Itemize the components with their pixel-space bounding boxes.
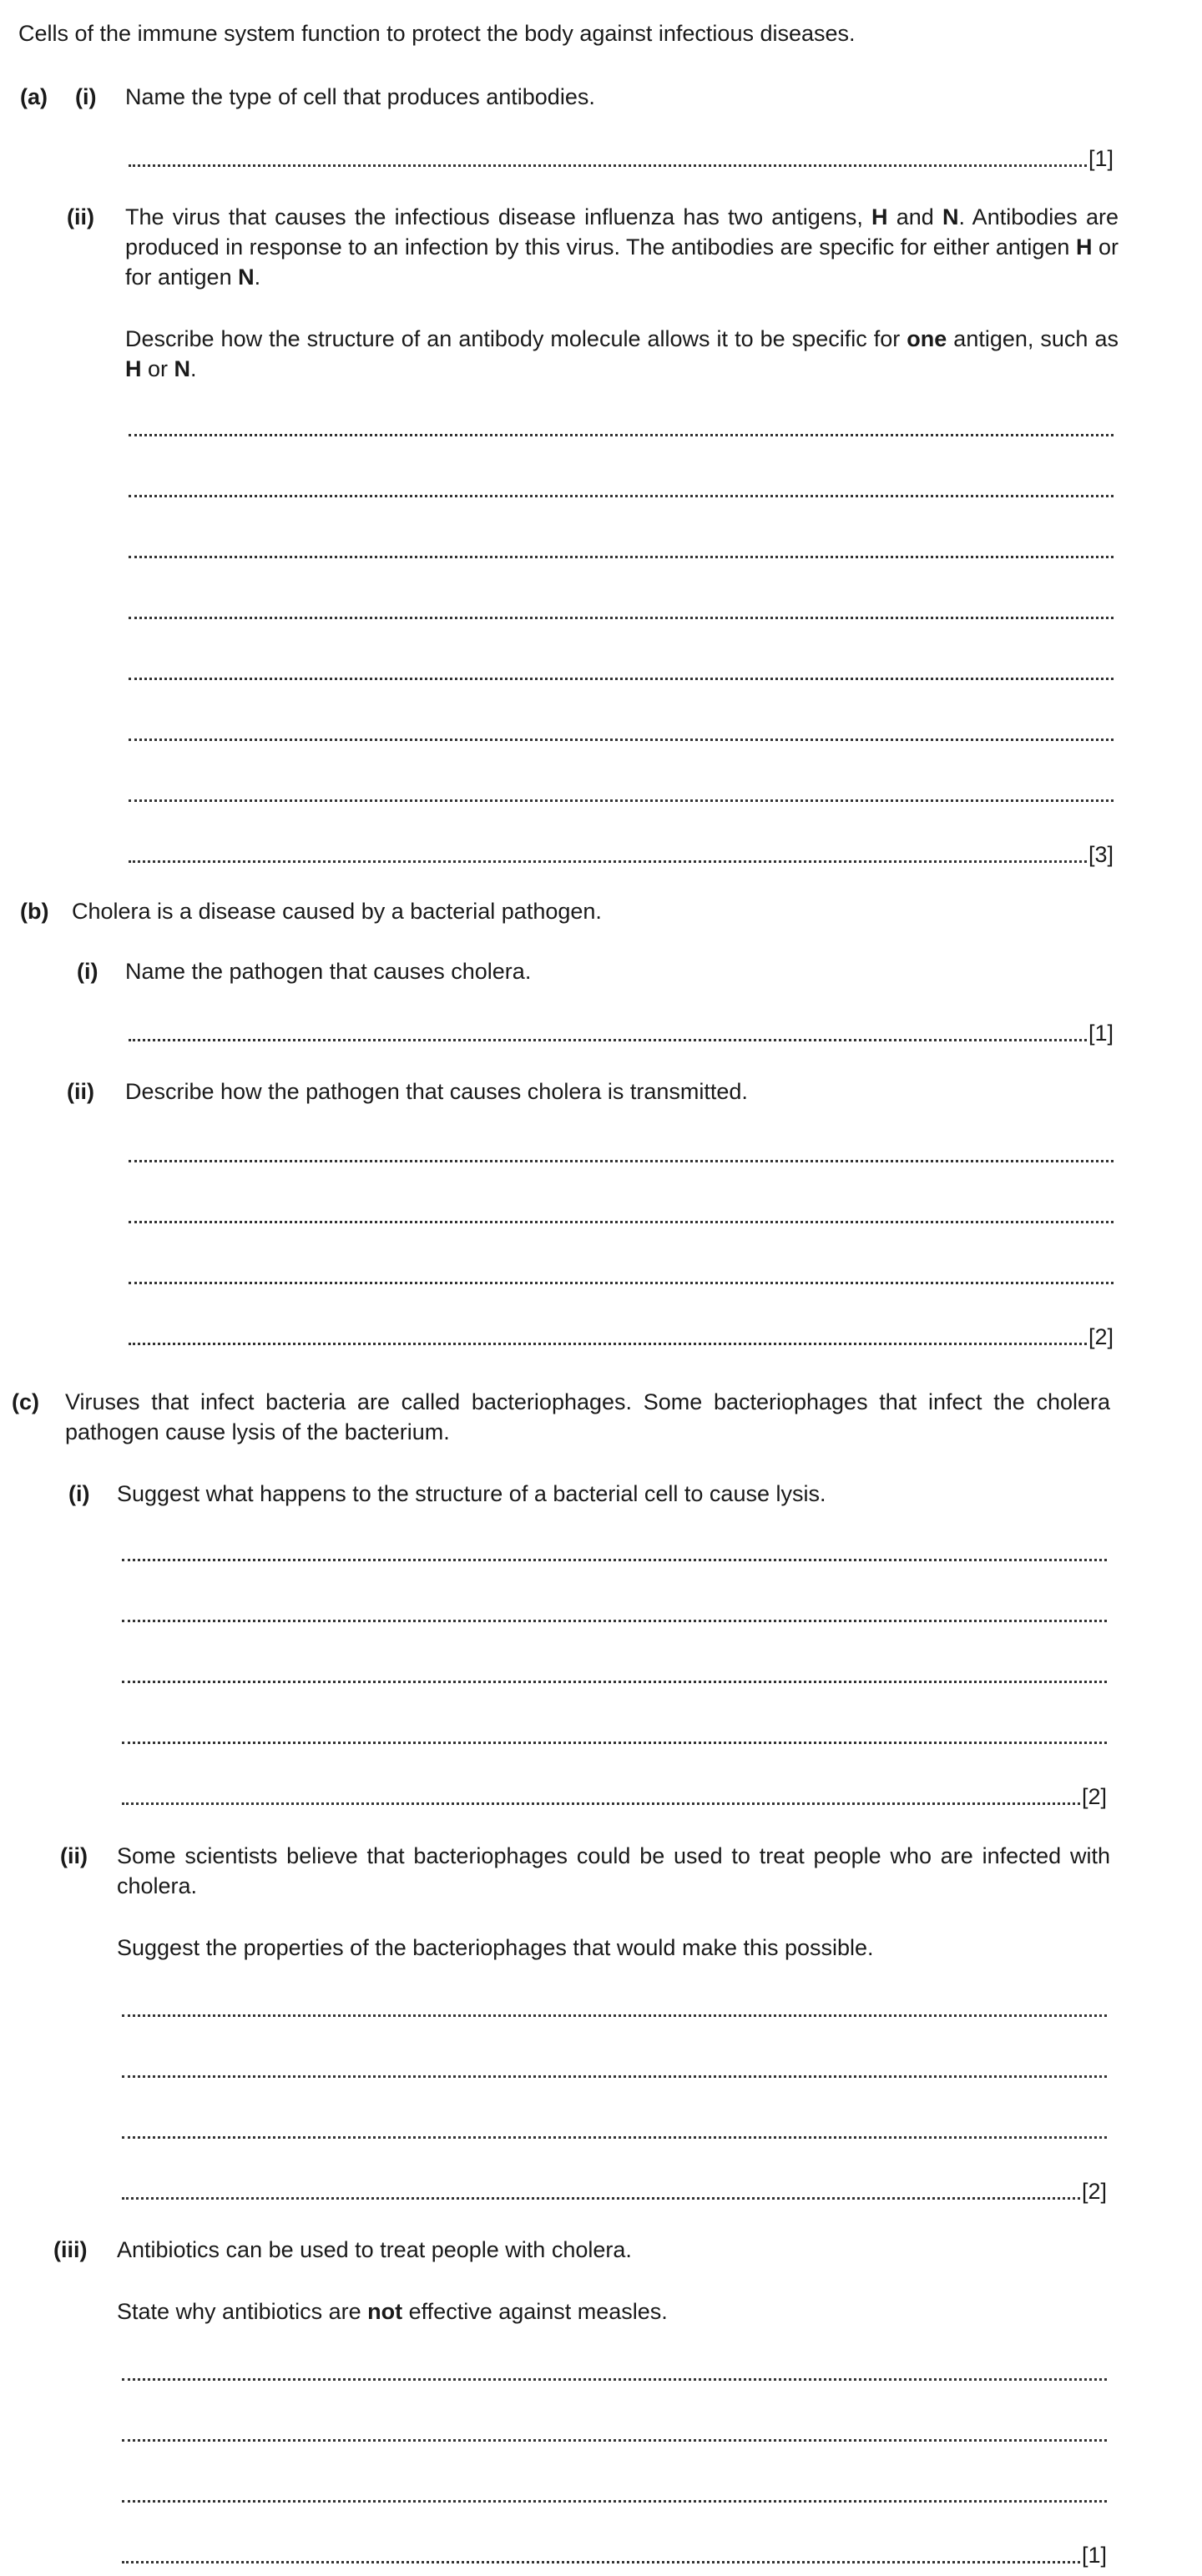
part-b-ii-label: (ii) xyxy=(67,1079,94,1104)
part-a-i-label: (i) xyxy=(75,84,97,109)
marks-c-ii: [2] xyxy=(1082,2179,1108,2204)
part-a-ii-question: Describe how the structure of an antibody molecule allows it to be specific for one antigen, such as H or N. xyxy=(125,326,1119,381)
part-b-i-label: (i) xyxy=(77,959,98,984)
part-c-iii-question: State why antibiotics are not effective against measles. xyxy=(117,2299,668,2324)
answer-line[interactable] xyxy=(129,495,1114,497)
marks-c-iii: [1] xyxy=(1082,2543,1108,2568)
answer-line[interactable] xyxy=(129,678,1114,680)
part-c-iii-label: (iii) xyxy=(53,2237,88,2262)
part-c-ii-question: Suggest the properties of the bacteriophages that would make this possible. xyxy=(117,1935,874,1960)
part-c-stem: Viruses that infect bacteria are called bacteriophages. Some bacteriophages that infect the cholera pathogen cause lysis of the bacterium. xyxy=(65,1389,1110,1444)
answer-line[interactable] xyxy=(122,2500,1107,2503)
answer-line[interactable] xyxy=(122,2136,1107,2139)
answer-line[interactable] xyxy=(129,1343,1087,1345)
part-a-ii-stem: The virus that causes the infectious disease influenza has two antigens, H and N. Antibodies are produced in response to an infection by this virus. The antibodies are specific for either antigen H or for antigen N. xyxy=(125,204,1119,290)
marks-b-i: [1] xyxy=(1088,1021,1114,1046)
answer-line[interactable] xyxy=(129,799,1114,802)
answer-line[interactable] xyxy=(129,1039,1087,1041)
answer-line[interactable] xyxy=(122,1802,1080,1805)
answer-line[interactable] xyxy=(122,2378,1107,2381)
part-b-i-question: Name the pathogen that causes cholera. xyxy=(125,959,532,984)
answer-line[interactable] xyxy=(129,1282,1114,1284)
part-c-i-label: (i) xyxy=(68,1481,90,1506)
part-a-ii-label: (ii) xyxy=(67,204,94,229)
answer-line[interactable] xyxy=(122,1620,1107,1622)
answer-line[interactable] xyxy=(122,1681,1107,1683)
answer-line[interactable] xyxy=(129,164,1087,167)
marks-c-i: [2] xyxy=(1082,1784,1108,1809)
answer-line[interactable] xyxy=(122,2075,1107,2078)
marks-b-ii: [2] xyxy=(1088,1324,1114,1349)
answer-line[interactable] xyxy=(129,1221,1114,1223)
answer-line[interactable] xyxy=(129,1160,1114,1162)
answer-line[interactable] xyxy=(122,2561,1080,2563)
part-b-stem: Cholera is a disease caused by a bacterial pathogen. xyxy=(72,899,602,924)
answer-line[interactable] xyxy=(122,2439,1107,2442)
answer-line[interactable] xyxy=(129,434,1114,436)
part-c-ii-stem: Some scientists believe that bacteriophages could be used to treat people who are infected with cholera. xyxy=(117,1843,1110,1898)
part-c-label: (c) xyxy=(12,1389,39,1414)
answer-line[interactable] xyxy=(129,556,1114,558)
part-a-i-question: Name the type of cell that produces antibodies. xyxy=(125,84,595,109)
part-b-ii-question: Describe how the pathogen that causes cholera is transmitted. xyxy=(125,1079,748,1104)
marks-a-ii: [3] xyxy=(1088,842,1114,867)
answer-line[interactable] xyxy=(122,1742,1107,1744)
part-a-label: (a) xyxy=(20,84,48,109)
answer-line[interactable] xyxy=(129,617,1114,619)
answer-line[interactable] xyxy=(122,2014,1107,2017)
answer-line[interactable] xyxy=(129,860,1087,863)
answer-line[interactable] xyxy=(129,739,1114,741)
answer-line[interactable] xyxy=(122,1559,1107,1561)
part-c-ii-label: (ii) xyxy=(60,1843,88,1868)
part-c-iii-stem: Antibiotics can be used to treat people with cholera. xyxy=(117,2237,632,2262)
part-c-i-question: Suggest what happens to the structure of a bacterial cell to cause lysis. xyxy=(117,1481,826,1506)
answer-line[interactable] xyxy=(122,2197,1080,2200)
marks-a-i: [1] xyxy=(1088,146,1114,171)
intro-text: Cells of the immune system function to protect the body against infectious diseases. xyxy=(18,21,856,46)
part-b-label: (b) xyxy=(20,899,49,924)
